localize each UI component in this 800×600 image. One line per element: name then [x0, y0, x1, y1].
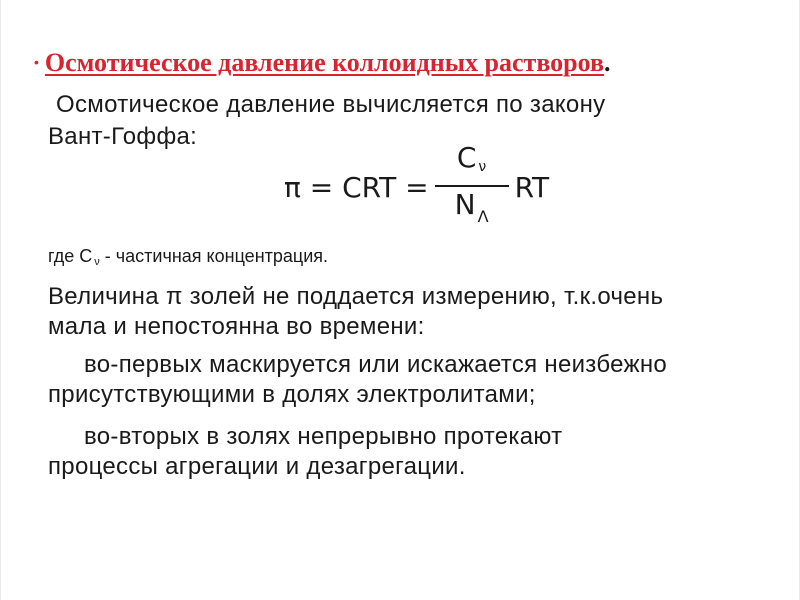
- denominator-subscript: Λ: [477, 206, 489, 226]
- bullet-icon: •: [34, 54, 39, 70]
- paragraph-2-line-1: [48, 350, 788, 380]
- paragraph-measurement: [48, 282, 788, 342]
- where-subscript: ν: [94, 256, 100, 268]
- paragraph-2-line-2: присутствующими в долях электролитами;: [48, 381, 536, 408]
- formula-lhs: π = CRT =: [284, 170, 429, 204]
- where-suffix: - частичная концентрация.: [99, 246, 329, 266]
- paragraph-1-line-2: мала и непостоянна во времени:: [48, 313, 425, 340]
- title-period: .: [604, 48, 611, 77]
- formula-fraction: [435, 140, 509, 235]
- formula-rhs: RT: [514, 170, 550, 204]
- numerator-symbol: C: [456, 140, 477, 174]
- intro-line-2: Вант-Гоффа:: [48, 123, 198, 150]
- paragraph-secondly: [48, 422, 788, 482]
- paragraph-3-line-1: [48, 422, 788, 452]
- formula-numerator: [451, 140, 492, 185]
- paragraph-3-line-1-text: во-вторых в золях непрерывно протекают: [84, 423, 563, 450]
- denominator-symbol: N: [454, 187, 476, 221]
- paragraph-1-line-1: Величина π золей не поддается измерению, т.к.очень: [48, 283, 664, 310]
- paragraph-3-line-2: процессы агрегации и дезагрегации.: [48, 453, 466, 480]
- formula-denominator: [449, 187, 495, 235]
- paragraph-2-line-1-text: во-первых маскируется или искажается неизбежно: [84, 351, 668, 378]
- slide-title: Осмотическое давление коллоидных растворов: [44, 48, 605, 77]
- numerator-subscript: ν: [478, 158, 487, 175]
- where-definition: [48, 244, 328, 274]
- where-prefix: где C: [48, 246, 93, 266]
- slide-title-row: [34, 48, 611, 78]
- vant-hoff-formula: [284, 142, 549, 232]
- paragraph-firstly: [48, 350, 788, 410]
- intro-line-1: Осмотическое давление вычисляется по закону: [56, 91, 606, 118]
